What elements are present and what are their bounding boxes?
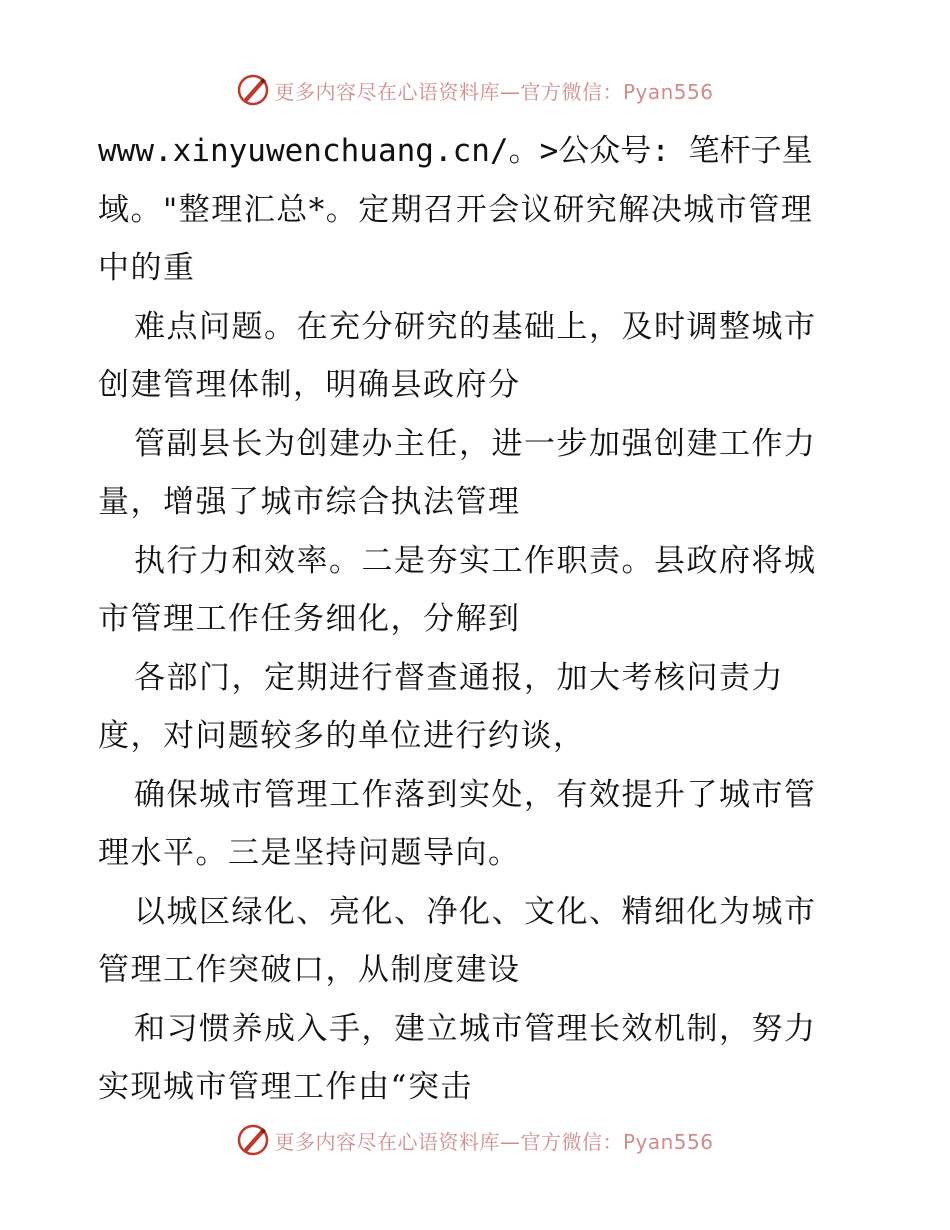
text-line: 中的重 xyxy=(98,250,196,286)
text-line: 实现城市管理工作由“突击 xyxy=(98,1069,473,1105)
text-line: 难点问题。在充分研究的基础上，及时调整城市 xyxy=(134,308,817,345)
text-line: 域。"整理汇总*。定期召开会议研究解决城市管理 xyxy=(98,191,814,228)
text-line: 确保城市管理工作落到实处，有效提升了城市管 xyxy=(134,776,817,813)
text-line: 各部门，定期进行督查通报，加大考核问责力 xyxy=(134,659,784,696)
header-watermark xyxy=(0,70,950,110)
text-line: 执行力和效率。二是夯实工作职责。县政府将城 xyxy=(134,542,817,579)
text-line: www.xinyuwenchuang.cn/。>公众号: 笔杆子星 xyxy=(98,133,813,169)
header-watermark-text: 更多内容尽在心语资料库—官方微信：Pyan556 xyxy=(274,79,714,104)
text-line: 度，对问题较多的单位进行约谈， xyxy=(98,718,586,754)
text-line: 创建管理体制，明确县政府分 xyxy=(98,367,521,403)
pen-circle-logo-icon xyxy=(236,1123,270,1157)
text-line: 市管理工作任务细化，分解到 xyxy=(98,601,521,637)
text-line: 管理工作突破口，从制度建设 xyxy=(98,952,521,988)
footer-watermark xyxy=(0,1120,950,1160)
text-line: 和习惯养成入手，建立城市管理长效机制，努力 xyxy=(134,1010,817,1047)
document-body xyxy=(98,122,858,1117)
footer-watermark-text: 更多内容尽在心语资料库—官方微信：Pyan556 xyxy=(274,1129,714,1154)
text-line: 管副县长为创建办主任，进一步加强创建工作力 xyxy=(134,425,817,462)
text-line: 量，增强了城市综合执法管理 xyxy=(98,484,521,520)
pen-circle-logo-icon xyxy=(236,73,270,107)
text-line: 以城区绿化、亮化、净化、文化、精细化为城市 xyxy=(134,893,817,930)
text-line: 理水平。三是坚持问题导向。 xyxy=(98,835,521,871)
